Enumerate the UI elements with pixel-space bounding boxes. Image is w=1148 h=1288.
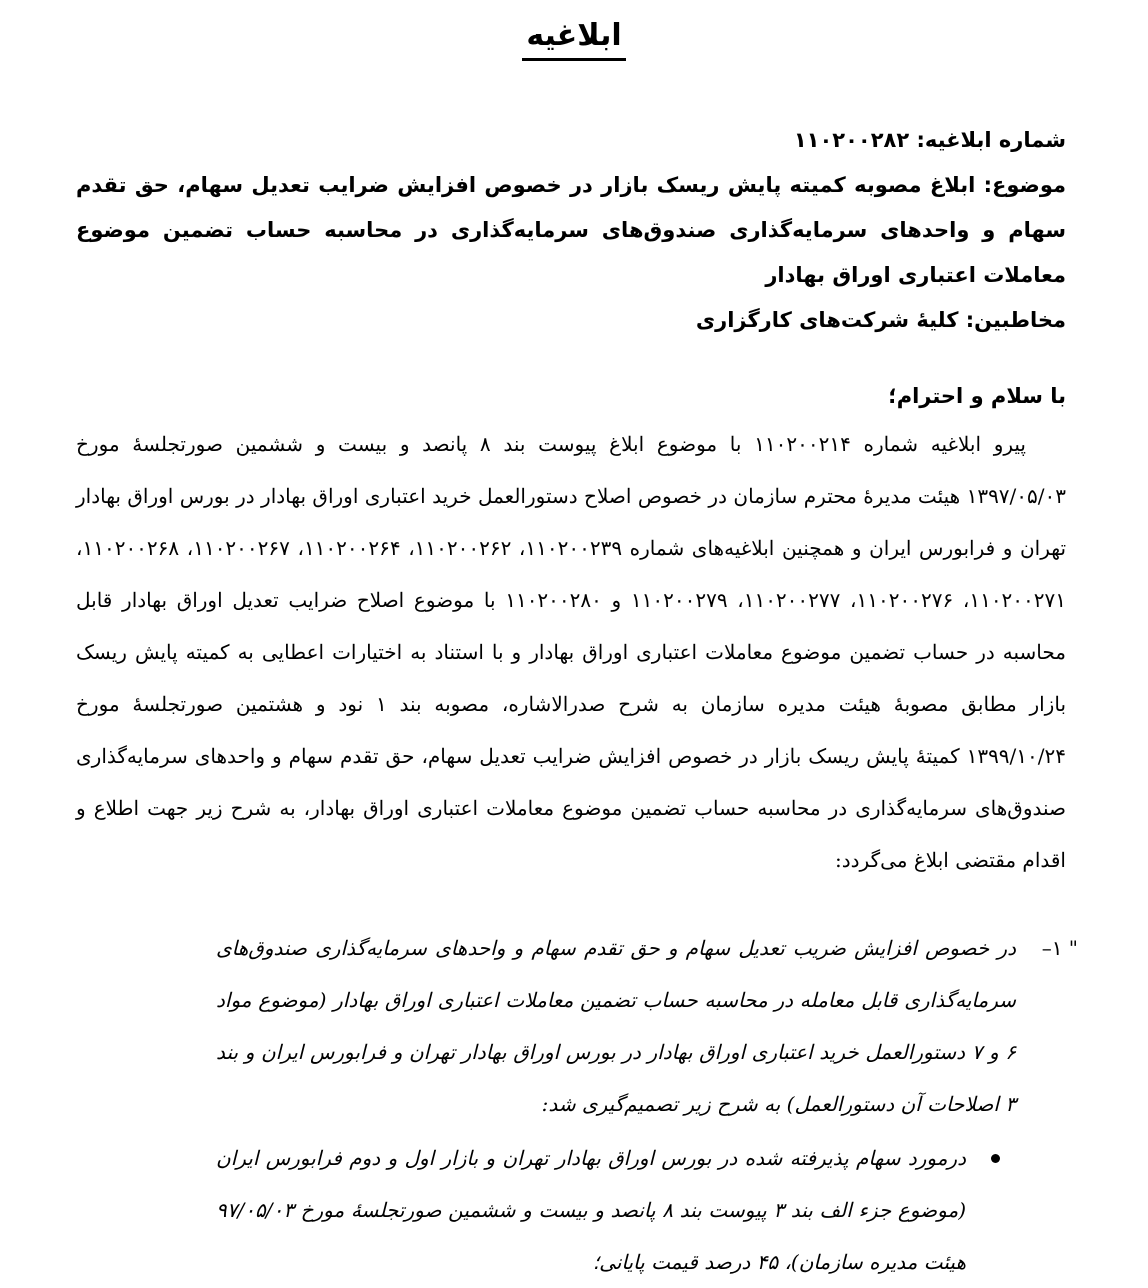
bullet-text: درمورد سهام پذیرفته شده در بورس اوراق بهادار تهران و بازار اول و دوم فرابورس ایران (موضوع جزء الف بند ۳ پیوست بند ۸ پانصد و بیست و ششمین صورتجلسهٔ مورخ ۹۷/۰۵/۰۳ هیئت مدیره سازمان)، ۴۵ درصد قیمت پایانی؛ [216,1146,966,1274]
decision-item-1 [78,922,1078,1130]
document-title [0,14,1148,61]
body-text [76,418,1066,886]
decision-paragraph: در خصوص افزایش ضریب تعدیل سهام و حق تقدم سهام و واحدهای سرمایه‌گذاری صندوق‌های سرمایه‌گذاری قابل معامله در محاسبه حساب تضمین معاملات اعتباری اوراق بهادار (موضوع مواد ۶ و ۷ دستورالعمل خرید اعتباری اوراق بهادار در بورس اوراق بهادار تهران و فرابورس ایران و بند ۳ اصلاحات آن دستورالعمل) به شرح زیر تصمیم‌گیری شد: [216,936,1016,1116]
bullet-icon [991,1154,1000,1163]
announcement-number: شماره ابلاغیه: ۱۱۰۲۰۰۲۸۲ [793,128,1066,152]
document-title-text: ابلاغیه [522,14,625,61]
bullet-list-item [78,1132,1078,1288]
announcement-audience: مخاطبین: کلیهٔ شرکت‌های کارگزاری [695,308,1066,332]
greeting: با سلام و احترام؛ [888,384,1066,408]
quoted-decision [78,922,1078,1288]
body-paragraph: پیرو ابلاغیه شماره ۱۱۰۲۰۰۲۱۴ با موضوع ابلاغ پیوست بند ۸ پانصد و بیست و ششمین صورتجلسهٔ مورخ ۱۳۹۷/۰۵/۰۳ هیئت مدیرهٔ محترم سازمان در خصوص اصلاح دستورالعمل خرید اعتباری اوراق بهادار در بورس اوراق بهادار تهران و فرابورس ایران و همچنین ابلاغیه‌های شماره ۱۱۰۲۰۰۲۳۹، ۱۱۰۲۰۰۲۶۲، ۱۱۰۲۰۰۲۶۴، ۱۱۰۲۰۰۲۶۷، ۱۱۰۲۰۰۲۶۸، ۱۱۰۲۰۰۲۷۱، ۱۱۰۲۰۰۲۷۶، ۱۱۰۲۰۰۲۷۷، ۱۱۰۲۰۰۲۷۹ و ۱۱۰۲۰۰۲۸۰ با موضوع اصلاح ضرایب تعدیل اوراق بهادار قابل محاسبه در حساب تضمین موضوع معاملات اعتباری اوراق بهادار و با استناد به اختیارات اعطایی به کمیته پایش ریسک بازار مطابق مصوبهٔ هیئت مدیره سازمان به شرح صدرالاشاره، مصوبه بند ۱ نود و هشتمین صورتجلسهٔ مورخ ۱۳۹۹/۱۰/۲۴ کمیتهٔ پایش ریسک بازار در خصوص افزایش ضرایب تعدیل سهام، حق تقدم سهام و واحدهای سرمایه‌گذاری صندوق‌های سرمایه‌گذاری در محاسبه حساب تضمین موضوع معاملات اعتباری اوراق بهادار، به شرح زیر جهت اطلاع و اقدام مقتضی ابلاغ می‌گردد: [76,432,1067,872]
document-header [76,118,1066,343]
announcement-subject: موضوع: ابلاغ مصوبه کمیته پایش ریسک بازار در خصوص افزایش ضرایب تعدیل سهام، حق تقدم سهام و واحدهای سرمایه‌گذاری صندوق‌های سرمایه‌گذاری در محاسبه حساب تضمین موضوع معاملات اعتباری اوراق بهادار [76,173,1066,287]
item-number-marker: " ۱– [1041,936,1078,960]
